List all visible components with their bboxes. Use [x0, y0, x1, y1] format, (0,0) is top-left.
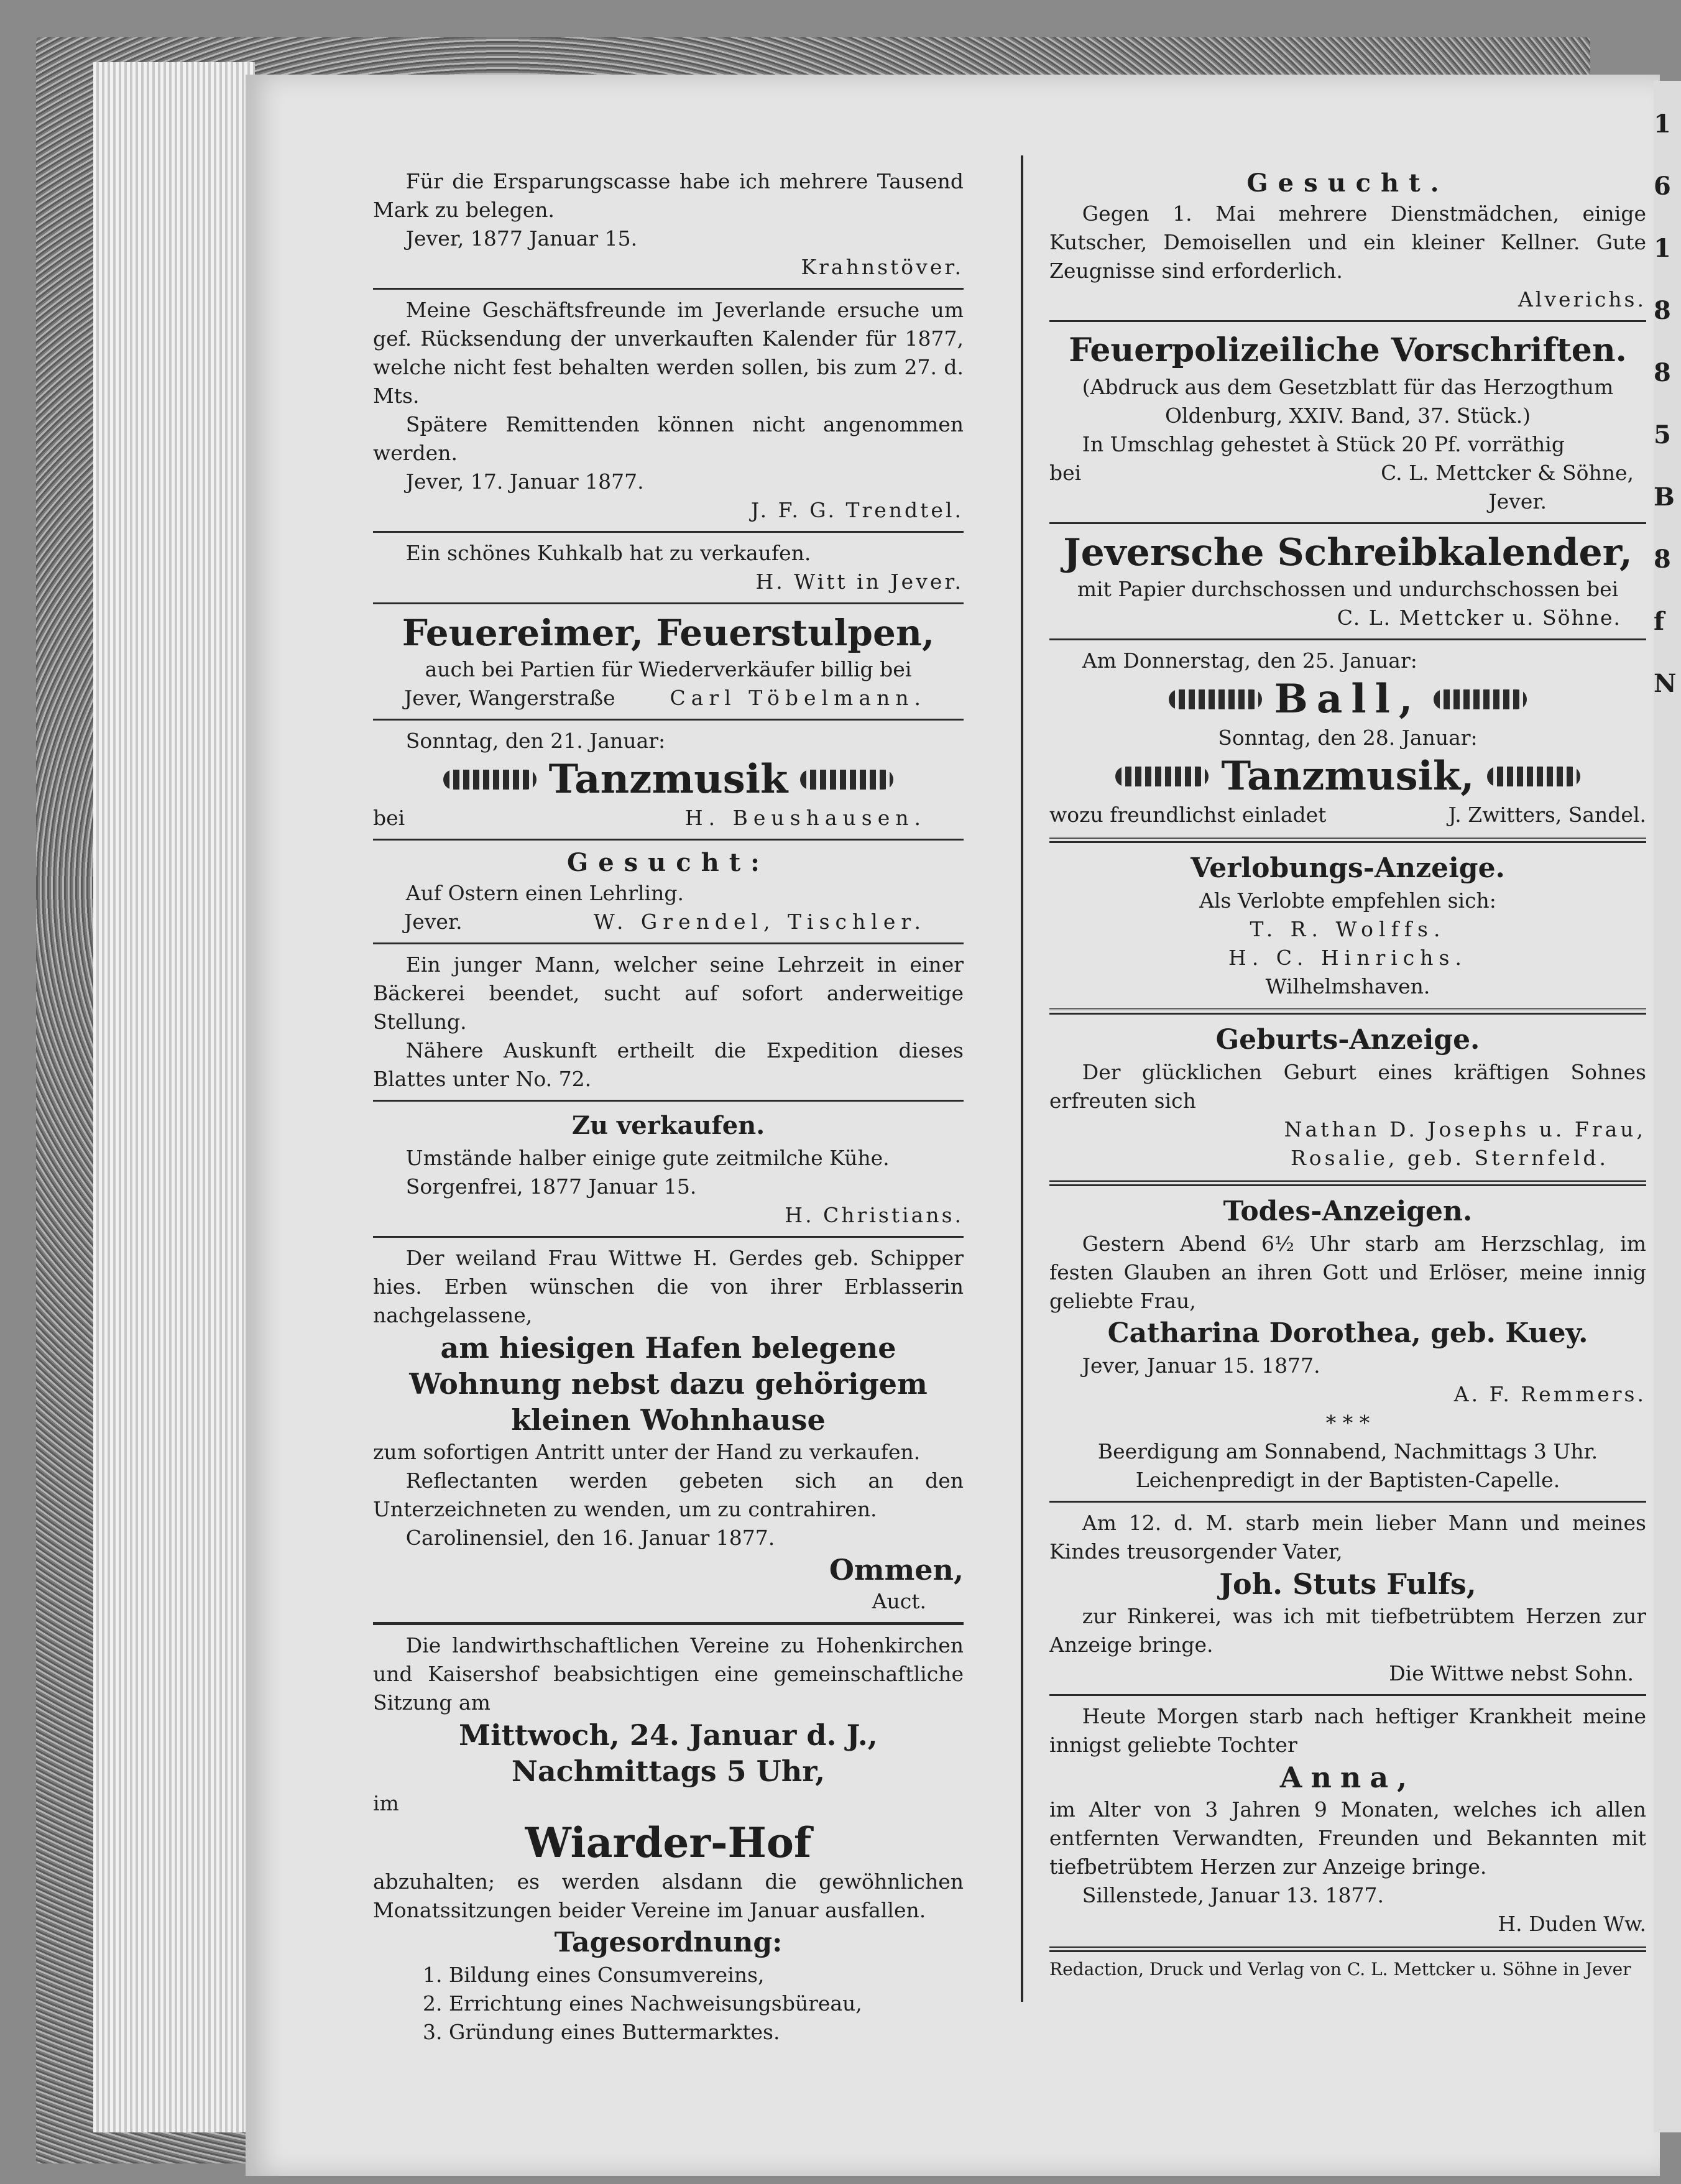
ad-name: Catharina Dorothea, geb. Kuey.: [1107, 1317, 1588, 1349]
ornament-left: [1169, 689, 1262, 709]
ad-headline: Nachmittags 5 Uhr,: [511, 1754, 826, 1788]
ad-footer-row: [373, 684, 964, 712]
ad-rule-double: [1049, 1180, 1646, 1186]
column-divider: [1021, 155, 1023, 2002]
adjacent-fragment: 6: [1654, 172, 1671, 201]
ad-rule: [1049, 638, 1646, 640]
ad-place: Jever, Wangerstraße: [404, 686, 615, 710]
ad-headline: Gesucht:: [567, 848, 770, 877]
ad-date: Sonntag, den 21. Januar:: [405, 729, 666, 753]
ad-text: Beerdigung am Sonnabend, Nachmittags 3 Uhr. Leichenpredigt in der Baptisten-Capelle.: [1097, 1439, 1598, 1492]
ad-date: Carolinensiel, den 16. Januar 1877.: [405, 1526, 775, 1550]
ad-name: T. R. Wolffs.: [1250, 917, 1446, 941]
dance-banner: [373, 755, 964, 804]
ad-date: Jever, Januar 15. 1877.: [1082, 1353, 1320, 1378]
ad-signature: Carl Töbelmann.: [670, 686, 926, 710]
ad-rule: [373, 839, 964, 841]
ad-death-notice-remmers: [1049, 1191, 1646, 1497]
ad-name: Rosalie, geb. Sternfeld.: [1290, 1146, 1609, 1170]
ad-bei: bei: [1049, 461, 1082, 485]
ad-text: zur Rinkerei, was ich mit tiefbetrübtem Herzen zur Anzeige bringe.: [1049, 1604, 1646, 1657]
ad-ball-dance: [1049, 644, 1646, 832]
ad-death-notice-duden: [1049, 1700, 1646, 1941]
adjacent-fragment: 8: [1654, 296, 1671, 325]
ad-text: mit Papier durchschossen und undurchschossen bei: [1077, 577, 1619, 601]
ad-dance-beushausen: [373, 724, 964, 835]
ad-signature: H. Christians.: [785, 1203, 964, 1227]
ad-rule: [373, 1236, 964, 1238]
ad-signature: H. Beushausen.: [684, 806, 926, 830]
ad-text: im Alter von 3 Jahren 9 Monaten, welches ich allen entfernten Verwandten, Freunden und Bekannten mit tiefbetrübtem Herzen zur Anzeige bringe.: [1049, 1797, 1646, 1879]
ad-baker-seeking: [373, 948, 964, 1096]
ball-banner: [1049, 675, 1646, 724]
ad-signature: Alverichs.: [1518, 287, 1646, 311]
ad-calf-sale: [373, 537, 964, 599]
ad-text: Meine Geschäftsfreunde im Jeverlande ersuche um gef. Rücksendung der unverkauften Kalender für 1877, welche nicht fest behalten werden sollen, bis zum 27. d. Mts.: [373, 298, 964, 408]
ad-text: Heute Morgen starb nach heftiger Krankheit meine innigst geliebte Tochter: [1049, 1704, 1646, 1757]
ad-signature: A. F. Remmers.: [1453, 1382, 1646, 1406]
ad-text: Für die Ersparungscasse habe ich mehrere Tausend Mark zu belegen.: [373, 169, 964, 222]
ad-signature: W. Grendel, Tischler.: [593, 910, 926, 934]
ad-rule: [1049, 320, 1646, 322]
ad-text: Der glücklichen Geburt eines kräftigen Sohnes erfreuten sich: [1049, 1060, 1646, 1113]
ad-fire-regulations: [1049, 326, 1646, 518]
ad-headline: Ball,: [1274, 676, 1422, 722]
ad-headline: Todes-Anzeigen.: [1223, 1196, 1473, 1227]
ad-text: (Abdruck aus dem Gesetzblatt für das Herzogthum Oldenburg, XXIV. Band, 37. Stück.): [1082, 375, 1614, 428]
ad-headline: kleinen Wohnhause: [511, 1403, 826, 1437]
ad-footer-row: [1049, 459, 1646, 487]
ornament-right: [800, 770, 893, 790]
ad-date: Jever, 1877 Januar 15.: [405, 226, 638, 251]
ad-writing-calendar: [1049, 528, 1646, 635]
ad-footer-row: [1049, 801, 1646, 829]
ad-rule: [373, 1100, 964, 1102]
ad-headline: Wiarder-Hof: [525, 1818, 812, 1867]
ad-signature: Krahnstöver.: [801, 255, 964, 279]
adjacent-fragment: B: [1654, 482, 1675, 512]
ad-rule: [373, 942, 964, 944]
ad-rule: [373, 1622, 964, 1625]
ornament-left: [443, 770, 537, 790]
ad-headline: Jeversche Schreibkalender,: [1063, 531, 1633, 574]
ad-rule: [373, 602, 964, 604]
ad-date: Sonntag, den 28. Januar:: [1218, 726, 1478, 750]
ad-birth: [1049, 1020, 1646, 1175]
ad-text: Gestern Abend 6½ Uhr starb am Herzschlag, im festen Glauben an ihren Gott und Erlöser, meine innig geliebte Frau,: [1049, 1232, 1646, 1313]
ad-name: Joh. Stuts Fulfs,: [1219, 1567, 1476, 1601]
agenda-item: 3. Gründung eines Buttermarktes.: [423, 2020, 780, 2044]
ad-text: Ein junger Mann, welcher seine Lehrzeit in einer Bäckerei beendet, sucht auf sofort anderweitige Stellung.: [373, 952, 964, 1034]
ad-text: Als Verlobte empfehlen sich:: [1199, 888, 1496, 913]
ad-text: Gegen 1. Mai mehrere Dienstmädchen, einige Kutscher, Demoisellen und ein kleiner Kellner. Gute Zeugnisse sind erforderlich.: [1049, 201, 1646, 283]
ad-signature: H. Duden Ww.: [1498, 1912, 1646, 1936]
ad-agricultural-meeting: [373, 1629, 964, 2049]
ad-bei: bei: [373, 806, 405, 830]
ornament-left: [1115, 767, 1209, 786]
ad-headline: Tanzmusik: [548, 756, 788, 803]
ad-date: Jever, 17. Januar 1877.: [405, 469, 644, 494]
ad-headline: Gesucht.: [1246, 168, 1449, 198]
ad-engagement: [1049, 848, 1646, 1003]
ad-footer-row: [373, 804, 964, 832]
ad-apprentice-wanted: [373, 844, 964, 939]
ad-rule: [373, 719, 964, 721]
ad-signature: Ommen,: [829, 1553, 964, 1587]
ad-headline: Wohnung nebst dazu gehörigem: [409, 1367, 928, 1401]
ad-text: Die landwirthschaftlichen Vereine zu Hohenkirchen und Kaisershof beabsichtigen eine gemeinschaftliche Sitzung am: [373, 1633, 964, 1715]
ad-name: Anna,: [1279, 1761, 1416, 1794]
ad-signature: C. L. Mettcker u. Söhne.: [1337, 606, 1621, 630]
agenda-item: 1. Bildung eines Consumvereins,: [423, 1963, 765, 1987]
ad-date: Sorgenfrei, 1877 Januar 15.: [405, 1174, 697, 1199]
footer-rule: [1049, 1946, 1646, 1952]
ad-headline: Feuerpolizeiliche Vorschriften.: [1069, 331, 1627, 369]
ad-calendar-return: [373, 293, 964, 527]
ad-text: Umstände halber einige gute zeitmilche Kühe.: [405, 1146, 890, 1170]
ad-headline: Geburts-Anzeige.: [1215, 1024, 1480, 1056]
adjacent-fragment: N: [1654, 669, 1677, 698]
ad-fire-buckets: [373, 608, 964, 715]
ad-text: zum sofortigen Antritt unter der Hand zu verkaufen.: [373, 1440, 921, 1464]
ad-rule-double: [1049, 837, 1646, 843]
ad-headline: Tanzmusik,: [1221, 753, 1475, 799]
ad-name: H. C. Hinrichs.: [1228, 946, 1467, 970]
page-edges: [93, 62, 255, 2132]
ad-signature: J. Zwitters, Sandel.: [1448, 803, 1646, 827]
ad-signature: H. Witt in Jever.: [755, 569, 964, 594]
ad-headline: Feuereimer, Feuerstulpen,: [402, 612, 935, 654]
adjacent-fragment: 1: [1654, 234, 1671, 263]
ad-place: Wilhelmshaven.: [1265, 974, 1430, 998]
ad-text: auch bei Partien für Wiederverkäufer billig bei: [425, 657, 912, 681]
right-column: [1049, 165, 1646, 2061]
agenda-item: 2. Errichtung eines Nachweisungsbüreau,: [423, 1991, 862, 2016]
ad-place: Jever.: [1488, 489, 1547, 514]
ad-signature: J. F. G. Trendtel.: [750, 498, 964, 522]
ad-staff-wanted: [1049, 165, 1646, 316]
ornament-right: [1487, 767, 1580, 786]
agenda-title: Tagesordnung:: [554, 1927, 783, 1958]
ad-rule: [1049, 1694, 1646, 1696]
ad-text: im: [373, 1791, 399, 1815]
ad-rule: [1049, 1501, 1646, 1503]
adjacent-fragment: 5: [1654, 420, 1671, 449]
ad-text: Ein schönes Kuhkalb hat zu verkaufen.: [405, 541, 811, 565]
ad-text: Reflectanten werden gebeten sich an den Unterzeichneten zu wenden, um zu contrahiren.: [373, 1468, 964, 1521]
ad-death-notice-fulfs: [1049, 1506, 1646, 1690]
adjacent-page-strip: [1654, 81, 1681, 2132]
ad-signature: Die Wittwe nebst Sohn.: [1389, 1661, 1634, 1685]
ad-signature: C. L. Mettcker & Söhne,: [1381, 461, 1634, 485]
ad-rule-double: [1049, 1008, 1646, 1015]
ad-footer-row: [373, 908, 964, 936]
ad-headline: Mittwoch, 24. Januar d. J.,: [459, 1718, 878, 1752]
adjacent-fragment: 1: [1654, 109, 1671, 139]
imprint-footer: Redaction, Druck und Verlag von C. L. Mettcker u. Söhne in Jever: [1049, 1959, 1631, 1979]
ad-text: wozu freundlichst einladet: [1049, 803, 1327, 827]
ad-cows-sale: [373, 1105, 964, 1232]
ad-rule: [373, 288, 964, 290]
left-column: [373, 165, 964, 2061]
ad-place: Jever.: [404, 910, 463, 934]
ad-house-sale: [373, 1242, 964, 1618]
ad-name: Nathan D. Josephs u. Frau,: [1284, 1117, 1646, 1141]
agenda-list: [373, 1961, 964, 2047]
ad-date: Am Donnerstag, den 25. Januar:: [1082, 648, 1417, 673]
ad-headline: Verlobungs-Anzeige.: [1191, 852, 1505, 884]
ad-rule: [373, 531, 964, 533]
ad-text: Auf Ostern einen Lehrling.: [405, 881, 684, 905]
adjacent-fragment: 8: [1654, 545, 1671, 574]
ad-text: Nähere Auskunft ertheilt die Expedition dieses Blattes unter No. 72.: [373, 1038, 964, 1091]
ad-date: Sillenstede, Januar 13. 1877.: [1082, 1883, 1384, 1907]
dance-banner: [1049, 752, 1646, 801]
ad-savings-bank: [373, 165, 964, 284]
ad-role: Auct.: [872, 1589, 926, 1613]
ad-text: Der weiland Frau Wittwe H. Gerdes geb. Schipper hies. Erben wünschen die von ihrer Erblasserin nachgelassene,: [373, 1246, 964, 1327]
adjacent-fragment: f: [1654, 607, 1665, 636]
ad-text: Spätere Remittenden können nicht angenommen werden.: [373, 412, 964, 465]
ad-headline: am hiesigen Hafen belegene: [440, 1331, 896, 1365]
ad-text: Am 12. d. M. starb mein lieber Mann und meines Kindes treusorgender Vater,: [1049, 1511, 1646, 1564]
ad-headline: Zu verkaufen.: [571, 1111, 765, 1140]
adjacent-fragment: 8: [1654, 358, 1671, 387]
ornament-right: [1434, 689, 1527, 709]
ad-stars: * * *: [1325, 1411, 1370, 1435]
ad-rule: [1049, 522, 1646, 524]
ad-text: abzuhalten; es werden alsdann die gewöhnlichen Monatssitzungen beider Vereine im Januar ausfallen.: [373, 1869, 964, 1922]
ad-text: In Umschlag gehestet à Stück 20 Pf. vorräthig: [1082, 432, 1565, 456]
